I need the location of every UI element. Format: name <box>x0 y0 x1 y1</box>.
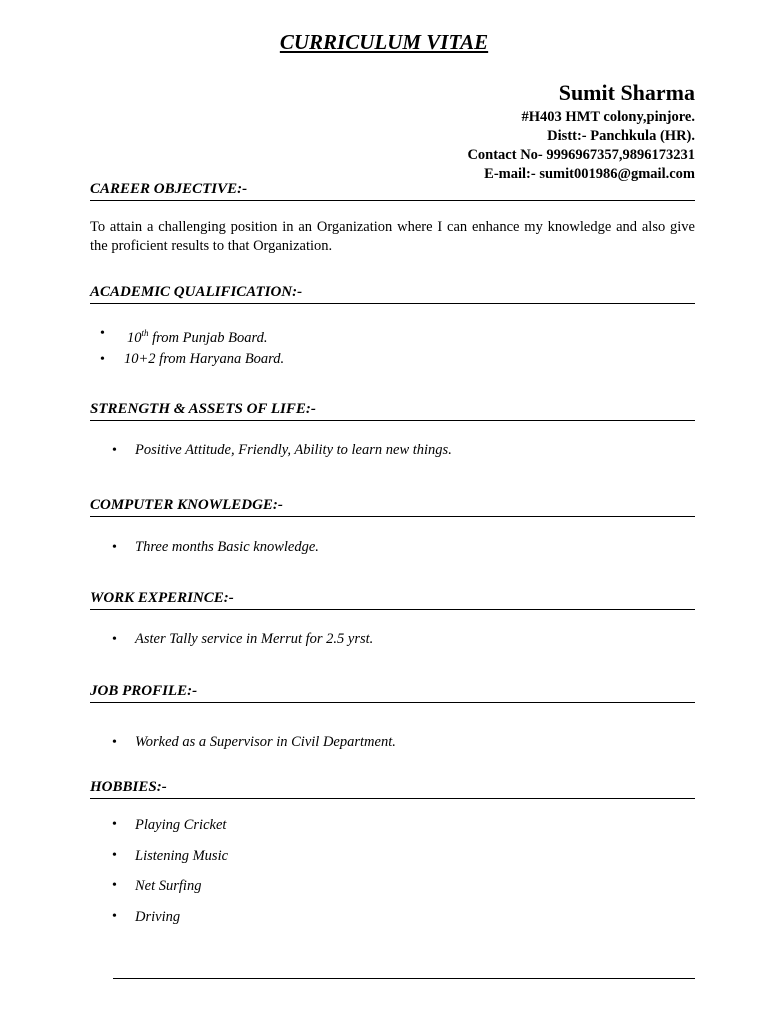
bullet-icon: • <box>112 847 117 863</box>
list-item <box>90 902 695 933</box>
bullet-icon: • <box>100 351 105 367</box>
list-item <box>90 323 695 349</box>
bullet-icon: • <box>112 540 117 555</box>
academic-item-1-text: from Punjab Board. <box>148 329 268 346</box>
document-title: CURRICULUM VITAE <box>279 30 489 54</box>
list-item-text: Positive Attitude, Friendly, Ability to learn new things. <box>135 442 452 458</box>
list-item <box>90 871 695 902</box>
list-item <box>90 349 695 370</box>
work-heading: WORK EXPERINCE:- <box>90 589 695 610</box>
strength-list <box>90 440 695 461</box>
hobbies-section <box>90 778 695 932</box>
email-line: E-mail:- sumit001986@gmail.com <box>484 166 695 182</box>
strength-section <box>90 400 695 461</box>
list-item-text: Three months Basic knowledge. <box>135 539 319 555</box>
district-line: Distt:- Panchkula (HR). <box>547 128 695 144</box>
academic-list <box>90 323 695 370</box>
work-list <box>90 629 695 650</box>
academic-item-2-text: 10+2 from Haryana Board. <box>124 350 285 367</box>
list-item-text: Net Surfing <box>135 878 202 894</box>
career-objective-text: To attain a challenging position in an Organization where I can enhance my knowledge and also give the proficient results to that Organization. <box>90 219 695 254</box>
job-section <box>90 682 695 753</box>
bullet-icon: • <box>112 908 117 924</box>
bullet-icon: • <box>100 326 105 341</box>
bullet-icon: • <box>112 878 117 893</box>
career-objective-heading: CAREER OBJECTIVE:- <box>90 180 695 201</box>
address-line: #H403 HMT colony,pinjore. <box>521 109 695 125</box>
list-item <box>90 440 695 461</box>
bullet-icon: • <box>112 817 117 832</box>
list-item <box>90 629 695 650</box>
list-item <box>90 841 695 872</box>
strength-heading: STRENGTH & ASSETS OF LIFE:- <box>90 400 695 421</box>
academic-section <box>90 283 695 370</box>
candidate-name: Sumit Sharma <box>558 80 695 105</box>
job-list <box>90 732 695 753</box>
computer-heading: COMPUTER KNOWLEDGE:- <box>90 496 695 517</box>
list-item-text: Playing Cricket <box>135 817 227 833</box>
list-item-text: Listening Music <box>135 847 229 864</box>
phone-line: Contact No- 9996967357,9896173231 <box>467 147 695 163</box>
list-item-text: Driving <box>135 908 181 925</box>
hobbies-heading: HOBBIES:- <box>90 778 695 799</box>
list-item <box>90 732 695 753</box>
career-objective-section <box>90 180 695 256</box>
list-item-text: Aster Tally service in Merrut for 2.5 yrst. <box>135 631 374 647</box>
academic-heading: ACADEMIC QUALIFICATION:- <box>90 283 695 304</box>
list-item <box>90 810 695 841</box>
bullet-icon: • <box>112 735 117 750</box>
footer-rule <box>113 978 695 979</box>
academic-item-1-grade: 10 <box>127 329 142 346</box>
computer-list <box>90 537 695 558</box>
computer-section <box>90 496 695 558</box>
job-heading: JOB PROFILE:- <box>90 682 695 703</box>
hobbies-list <box>90 810 695 932</box>
list-item-text: Worked as a Supervisor in Civil Department. <box>135 734 396 750</box>
bullet-icon: • <box>112 632 117 647</box>
academic-item-1-suffix: th <box>141 328 149 338</box>
bullet-icon: • <box>112 443 117 458</box>
list-item <box>90 537 695 558</box>
work-section <box>90 589 695 650</box>
contact-block <box>467 80 695 184</box>
